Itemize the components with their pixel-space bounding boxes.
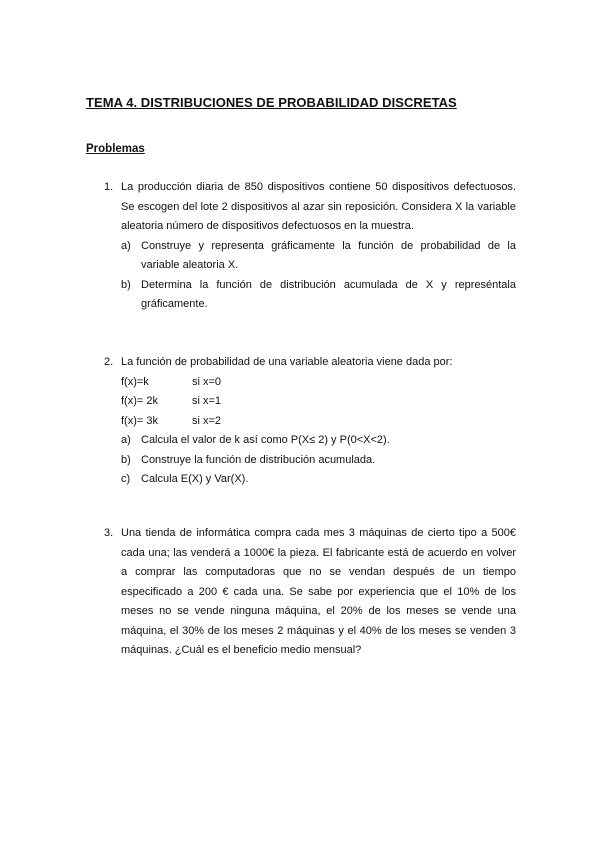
item-label: b): [121, 278, 131, 291]
problem-1: [104, 178, 516, 315]
function-row: [121, 392, 516, 412]
problem-item: [121, 237, 516, 276]
function-expression: f(x)= 3k: [121, 414, 158, 427]
item-label: c): [121, 473, 131, 485]
document-title: TEMA 4. DISTRIBUCIONES DE PROBABILIDAD DISCRETAS: [86, 95, 457, 110]
function-condition: si x=2: [192, 414, 222, 427]
function-expression: f(x)= 2k: [121, 395, 158, 407]
problem-3: [104, 524, 516, 661]
function-expression: f(x)=k: [121, 375, 149, 388]
function-condition: si x=0: [192, 375, 222, 388]
function-row: [121, 373, 516, 393]
problem-number: 1.: [104, 181, 114, 193]
function-row: [121, 412, 516, 432]
problem-number: 2.: [104, 356, 114, 368]
item-text: Calcula el valor de k así como P(X≤ 2) y P(0<X<2).: [141, 434, 390, 446]
problem-2: [104, 353, 516, 490]
problem-number: 3.: [104, 527, 114, 539]
problem-statement: La función de probabilidad de una variable aleatoria viene dada por:: [121, 356, 453, 368]
problem-item: [121, 451, 516, 471]
problem-item: [121, 431, 516, 451]
item-text: Construye la función de distribución acumulada.: [141, 453, 376, 466]
item-label: a): [121, 239, 131, 252]
section-heading: Problemas: [86, 143, 145, 155]
problem-item: [121, 470, 516, 490]
item-label: a): [121, 434, 131, 446]
problem-statement: Una tienda de informática compra cada mes 3 máquinas de cierto tipo a 500€ cada una; las venderá a 1000€ la pieza. El fabricante está de acuerdo en volver a comprar las computadoras que no se vendan después de un tiempo especificado a 200 € cada una. Se sabe por experiencia que el 10% de los meses no se vende ninguna máquina, el 20% de los meses se vende una máquina, el 30% de los meses 2 máquinas y el 40% de los meses se venden 3 máquinas. ¿Cuál es el beneficio medio mensual?: [121, 527, 516, 656]
problem-item: [121, 276, 516, 315]
item-text: Determina la función de distribución acumulada de X y represéntala gráficamente.: [141, 278, 516, 310]
item-text: Calcula E(X) y Var(X).: [141, 473, 249, 485]
item-label: b): [121, 453, 131, 466]
item-text: Construye y representa gráficamente la función de probabilidad de la variable aleatoria X.: [141, 239, 516, 271]
function-condition: si x=1: [192, 395, 222, 407]
problem-statement: La producción diaria de 850 dispositivos contiene 50 dispositivos defectuosos. Se escogen del lote 2 dispositivos al azar sin reposición. Considera X la variable aleatoria número de dispositivos defectuosos en la muestra.: [121, 181, 516, 232]
